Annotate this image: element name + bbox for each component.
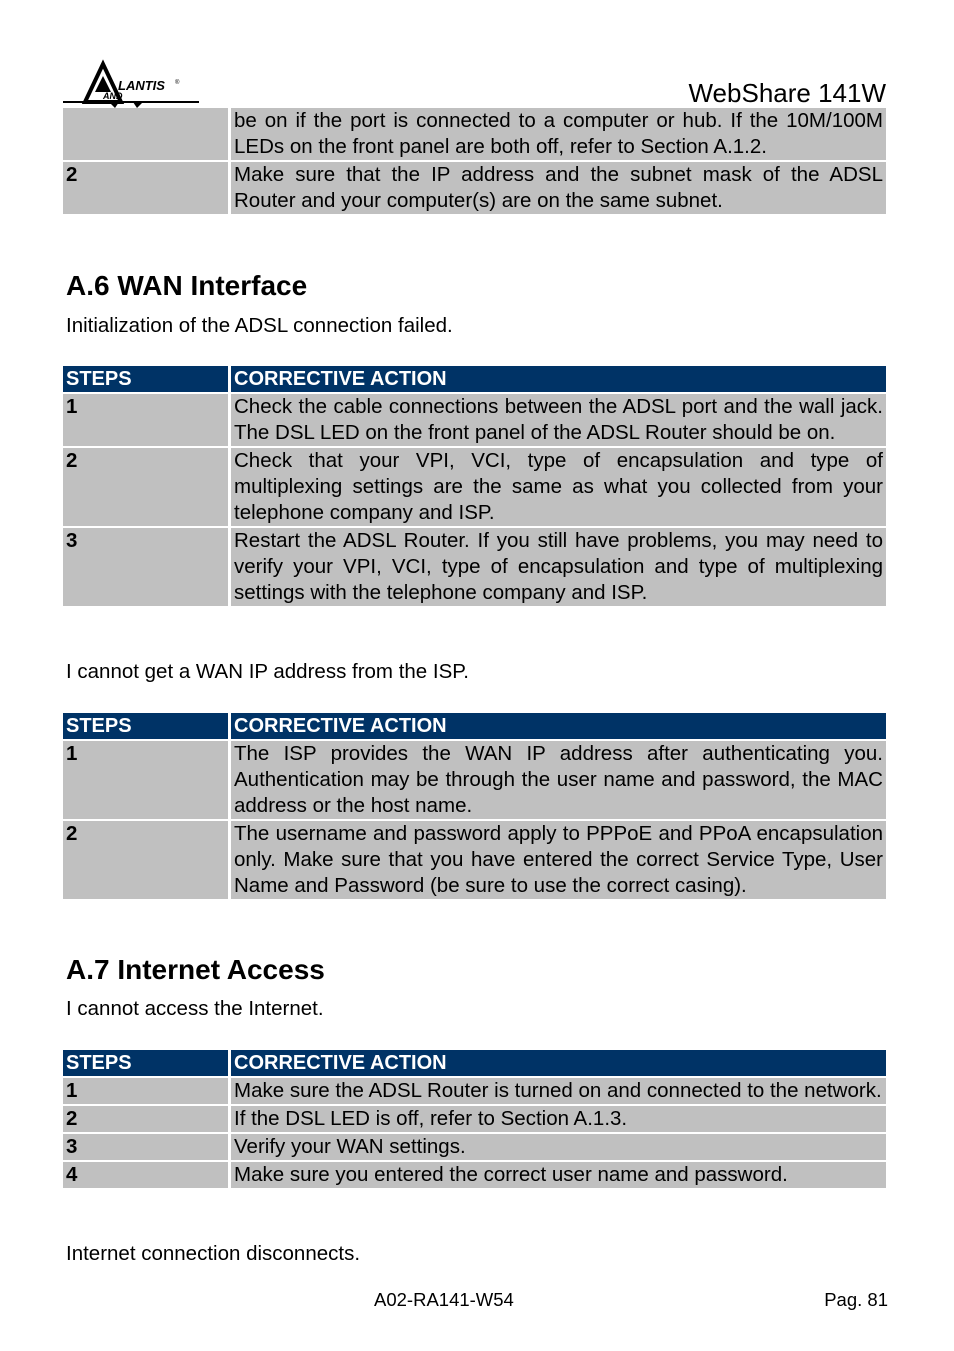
table-row xyxy=(63,162,886,216)
corrective-action: The username and password apply to PPPoE and PPoA encapsulation only. Make sure that you have entered the correct Service Type, User Name and Password (be sure to use the correct casing). xyxy=(228,821,886,901)
corrective-action: Verify your WAN settings. xyxy=(228,1134,886,1162)
table-row xyxy=(63,821,886,901)
table-row xyxy=(63,741,886,821)
steps-table-wan-ip xyxy=(63,713,886,901)
table-header-row xyxy=(63,366,886,394)
table-row xyxy=(63,448,886,528)
problem-text: Internet connection disconnects. xyxy=(66,1242,361,1265)
action-header: CORRECTIVE ACTION xyxy=(228,366,886,394)
step-number: 1 xyxy=(63,1078,228,1106)
corrective-action: Check that your VPI, VCI, type of encapsulation and type of multiplexing settings are the same as what you collected from your telephone company and ISP. xyxy=(228,448,886,528)
steps-table-internet xyxy=(63,1050,886,1190)
section-heading-internet: A.7 Internet Access xyxy=(66,954,325,985)
step-number: 2 xyxy=(63,448,228,528)
step-number: 3 xyxy=(63,1134,228,1162)
table-row xyxy=(63,1078,886,1106)
svg-text:®: ® xyxy=(175,80,180,86)
document-code: A02-RA141-W54 xyxy=(374,1289,514,1310)
table-row xyxy=(63,108,886,162)
step-number: 4 xyxy=(63,1162,228,1190)
corrective-action: Make sure that the IP address and the subnet mask of the ADSL Router and your computer(s) are on the same subnet. xyxy=(228,162,886,216)
corrective-action: Make sure you entered the correct user name and password. xyxy=(228,1162,886,1190)
table-header-row xyxy=(63,1050,886,1078)
corrective-action: Restart the ADSL Router. If you still have problems, you may need to verify your VPI, VCI, type of encapsulation and type of multiplexing settings with the telephone company and ISP. xyxy=(228,528,886,608)
step-number: 2 xyxy=(63,162,228,216)
continued-steps-table xyxy=(63,108,886,216)
table-row xyxy=(63,528,886,608)
action-header: CORRECTIVE ACTION xyxy=(228,1050,886,1078)
corrective-action: Check the cable connections between the ADSL port and the wall jack. The DSL LED on the front panel of the ADSL Router should be on. xyxy=(228,394,886,448)
table-row xyxy=(63,394,886,448)
svg-text:AND: AND xyxy=(103,91,123,101)
atlantis-logo xyxy=(63,58,203,108)
table-row xyxy=(63,1162,886,1190)
table-row xyxy=(63,1106,886,1134)
corrective-action: The ISP provides the WAN IP address after authenticating you. Authentication may be through the user name and password, the MAC address or the host name. xyxy=(228,741,886,821)
step-number: 1 xyxy=(63,394,228,448)
problem-text: I cannot access the Internet. xyxy=(66,997,324,1020)
problem-text: I cannot get a WAN IP address from the ISP. xyxy=(66,660,469,683)
step-number: 2 xyxy=(63,1106,228,1134)
corrective-action: If the DSL LED is off, refer to Section A.1.3. xyxy=(228,1106,886,1134)
step-number: 3 xyxy=(63,528,228,608)
step-number: 2 xyxy=(63,821,228,901)
document-title: WebShare 141W xyxy=(688,78,886,108)
page-number: Pag. 81 xyxy=(824,1289,888,1310)
svg-text:LANTIS: LANTIS xyxy=(118,78,165,93)
step-number xyxy=(63,108,228,162)
table-row xyxy=(63,1134,886,1162)
corrective-action: Make sure the ADSL Router is turned on and connected to the network. xyxy=(228,1078,886,1106)
steps-header: STEPS xyxy=(63,713,228,741)
problem-text: Initialization of the ADSL connection failed. xyxy=(66,314,453,337)
page-header xyxy=(63,56,886,108)
table-header-row xyxy=(63,713,886,741)
corrective-action: be on if the port is connected to a computer or hub. If the 10M/100M LEDs on the front panel are both off, refer to Section A.1.2. xyxy=(228,108,886,162)
action-header: CORRECTIVE ACTION xyxy=(228,713,886,741)
step-number: 1 xyxy=(63,741,228,821)
steps-table-adsl-init xyxy=(63,366,886,608)
steps-header: STEPS xyxy=(63,1050,228,1078)
steps-header: STEPS xyxy=(63,366,228,394)
section-heading-wan: A.6 WAN Interface xyxy=(66,270,308,301)
